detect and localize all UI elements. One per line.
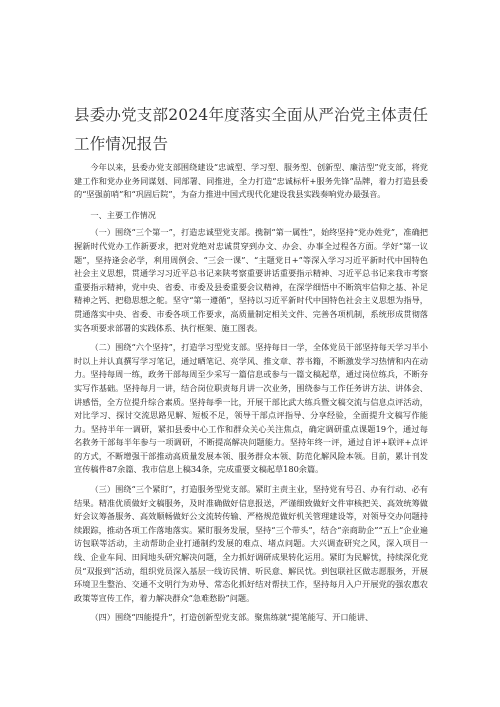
- intro-paragraph: 今年以来，县委办党支部围绕建设“忠诚型、学习型、服务型、创新型、廉洁型”党支部，将党建工作和党办业务同谋划、同部署、同推进，全力打造“忠诚标杆+服务先锋”品牌，着力打造县委的“坚强前哨”和“巩固后院”，为奋力推进中国式现代化建设我县实践奏响党办最强音。: [74, 162, 428, 200]
- section-paragraph-2: （二）围绕“六个坚持”，打造学习型党支部。坚持每日一学，全体党员干部坚持每天学习半小时以上并认真撰写学习笔记，通过晒笔记、亮学风、推文章、荐书籍，不断激发学习热情和内在动力。坚持每周一练，政务干部每周至少采写一篇信息或参与一篇文稿起草，通过岗位练兵，不断夯实写作基础。坚持每月一讲，结合岗位职责每月讲一次业务，围绕参与工作任务讲方法、讲体会、讲感悟，全方位提升综合素质。坚持每季一比，开展干部比武大练兵暨文稿交流与信息点评活动，对比学习、探讨交流思路见解、短板不足，领导干部点评指导、分享经验，全面提升文稿写作能力。坚持半年一调研，紧扣县委中心工作和群众关心关注焦点，确定调研重点课题19个，通过每名救务干部每半年参与一项调研，不断提高解决问题能力。坚持年终一评，通过自评+联评+点评的方式，不断增强干部推动高质量发展本领、服务群众本领、防范化解风险本领。目前，累计刊发宣传稿件87余篇、我市信息上稿34条，完成重要文稿起草180余篇。: [74, 342, 428, 475]
- section-paragraph-4: （四）围绕“四能提升”，打造创新型党支部。聚焦练就“提笔能写、开口能讲、: [90, 612, 374, 623]
- document-title-line1: 县委办党支部2024年度落实全面从严治党主体责任: [74, 106, 429, 124]
- section-paragraph-3: （三）围绕“三个紧盯”，打造服务型党支部。紧盯主责主业，坚持党有号召、办有行动、必有结果。精准优质做好文稿服务，及时准确做好信息报送，严谨细致做好文件审核把关、高效统筹做好会议筹备服务、高效顺畅做好公文流转传输、严格规范做好机关管理建设等，对领导交办问题持续跟踪，推动各项工作落地落实。紧盯服务发展，坚持“三个带头”，结合“亲商助企”“五上”企业遍访包联等活动，主动帮助企业打通制约发展的难点、堵点问题。大兴调查研究之风，深入项目一线、企业车间、田间地头研究解决问题，全力抓好调研成果转化运用。紧盯为民解忧，持续深化党员“双报到”活动，组织党员深入基层一线访民情、听民意、解民忧。到包联社区做志愿服务，开展环境卫生整治、交通不文明行为劝导、常态化抓好结对帮扶工作，坚持每月入户开展党的强农惠农政策等宣传工作，着力解决群众“急难愁盼”问题。: [74, 484, 428, 603]
- document-body: [74, 161, 428, 625]
- document-title-line2: 工作情况报告: [74, 135, 169, 153]
- section-heading: 一、主要工作情况: [90, 209, 156, 220]
- section-paragraph-1: （一）围绕“三个第一”，打造忠诚型党支部。携制“第一属性”，始终坚持“党办姓党”，准确把握新时代党办工作新要求，把对党绝对忠诚贯穿到办文、办会、办事全过程各方面。学好“第一议题”，坚持逢会必学，利用周例会、“三会一课”、“主题党日+”等深入学习习近平新时代中国特色社会主义思想，贯通学习习近平总书记来陕考察重要讲话重要指示精神、习近平总书记来我市考察重要指示精神，党中央、省委、市委及县委重要会议精神，在深学细悟中不断筑牢信仰之基、补足精神之钙、把稳思想之舵。坚守“第一遵循”，坚持以习近平新时代中国特色社会主义思想为指导，贯通落实中央、省委、市委各项工作要求，高质量制定相关文件、完善各项机制，系统形成贯彻落实各项要求部署的实践体系、执行框架、施工图表。: [74, 227, 428, 333]
